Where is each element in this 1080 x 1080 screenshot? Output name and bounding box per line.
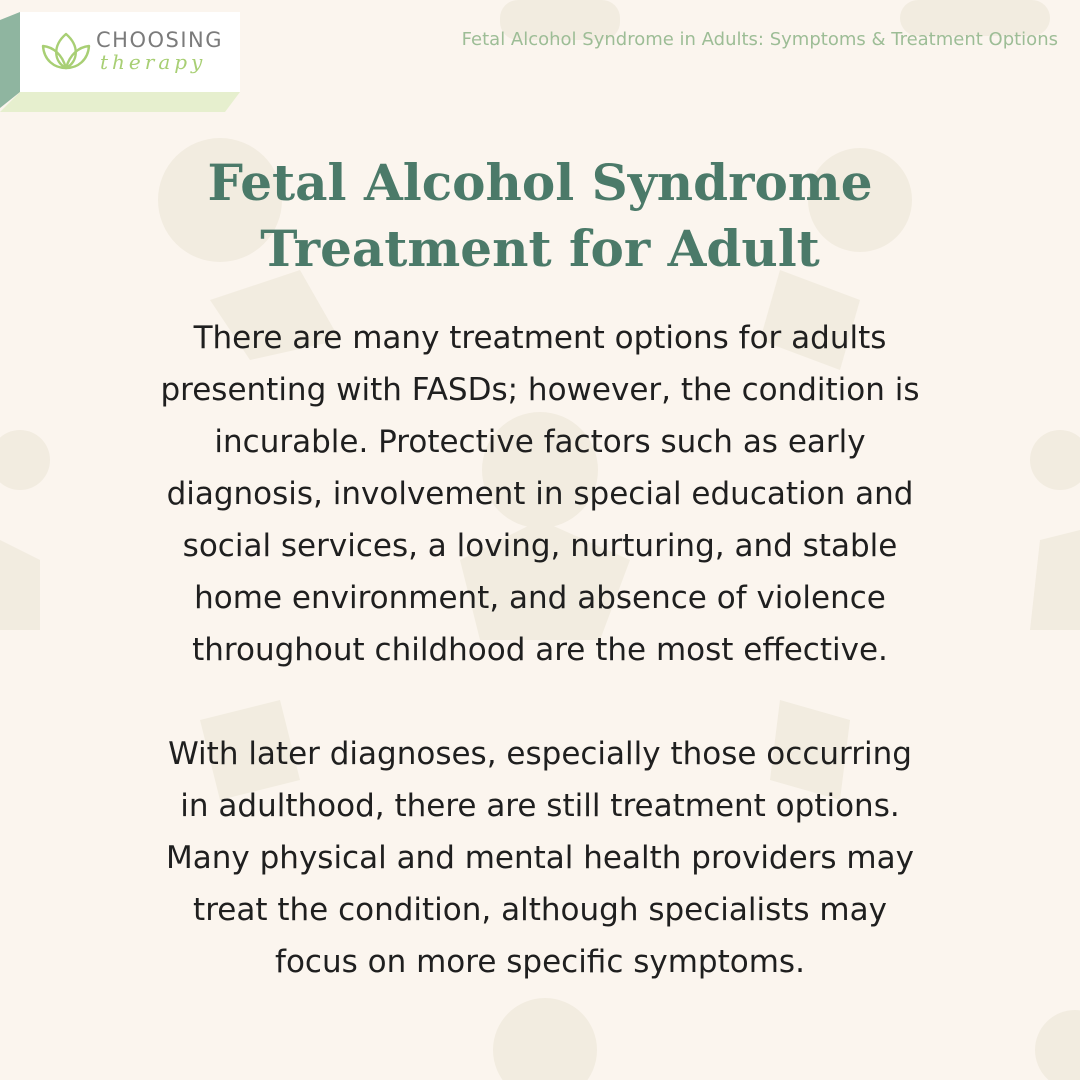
title-line: Treatment for Adult: [260, 219, 820, 278]
text-line: presenting with FASDs; however, the condition is: [160, 372, 920, 408]
text-line: diagnosis, involvement in special education and: [166, 476, 914, 512]
paragraph-later-diagnosis: [90, 728, 990, 988]
lotus-icon: [40, 28, 92, 74]
text-line: There are many treatment options for adults: [193, 320, 887, 356]
text-line: in adulthood, there are still treatment options.: [180, 788, 900, 824]
text-line: focus on more specific symptoms.: [275, 944, 805, 980]
text-line: social services, a loving, nurturing, and stable: [182, 528, 898, 564]
page-title: [0, 150, 1080, 282]
article-title: Fetal Alcohol Syndrome in Adults: Symptoms & Treatment Options: [461, 29, 1058, 50]
title-line: Fetal Alcohol Syndrome: [207, 153, 873, 212]
logo-bottom-accent: [0, 92, 240, 112]
brand-script: therapy: [100, 50, 207, 74]
text-line: Many physical and mental health providers may: [166, 840, 914, 876]
text-line: home environment, and absence of violence: [194, 580, 886, 616]
brand-logo[interactable]: [20, 12, 240, 92]
brand-name: CHOOSING: [96, 28, 224, 52]
text-line: treat the condition, although specialists may: [193, 892, 887, 928]
text-line: incurable. Protective factors such as early: [214, 424, 866, 460]
paragraph-intro: [90, 312, 990, 676]
text-line: throughout childhood are the most effective.: [192, 632, 888, 668]
text-line: With later diagnoses, especially those occurring: [168, 736, 912, 772]
